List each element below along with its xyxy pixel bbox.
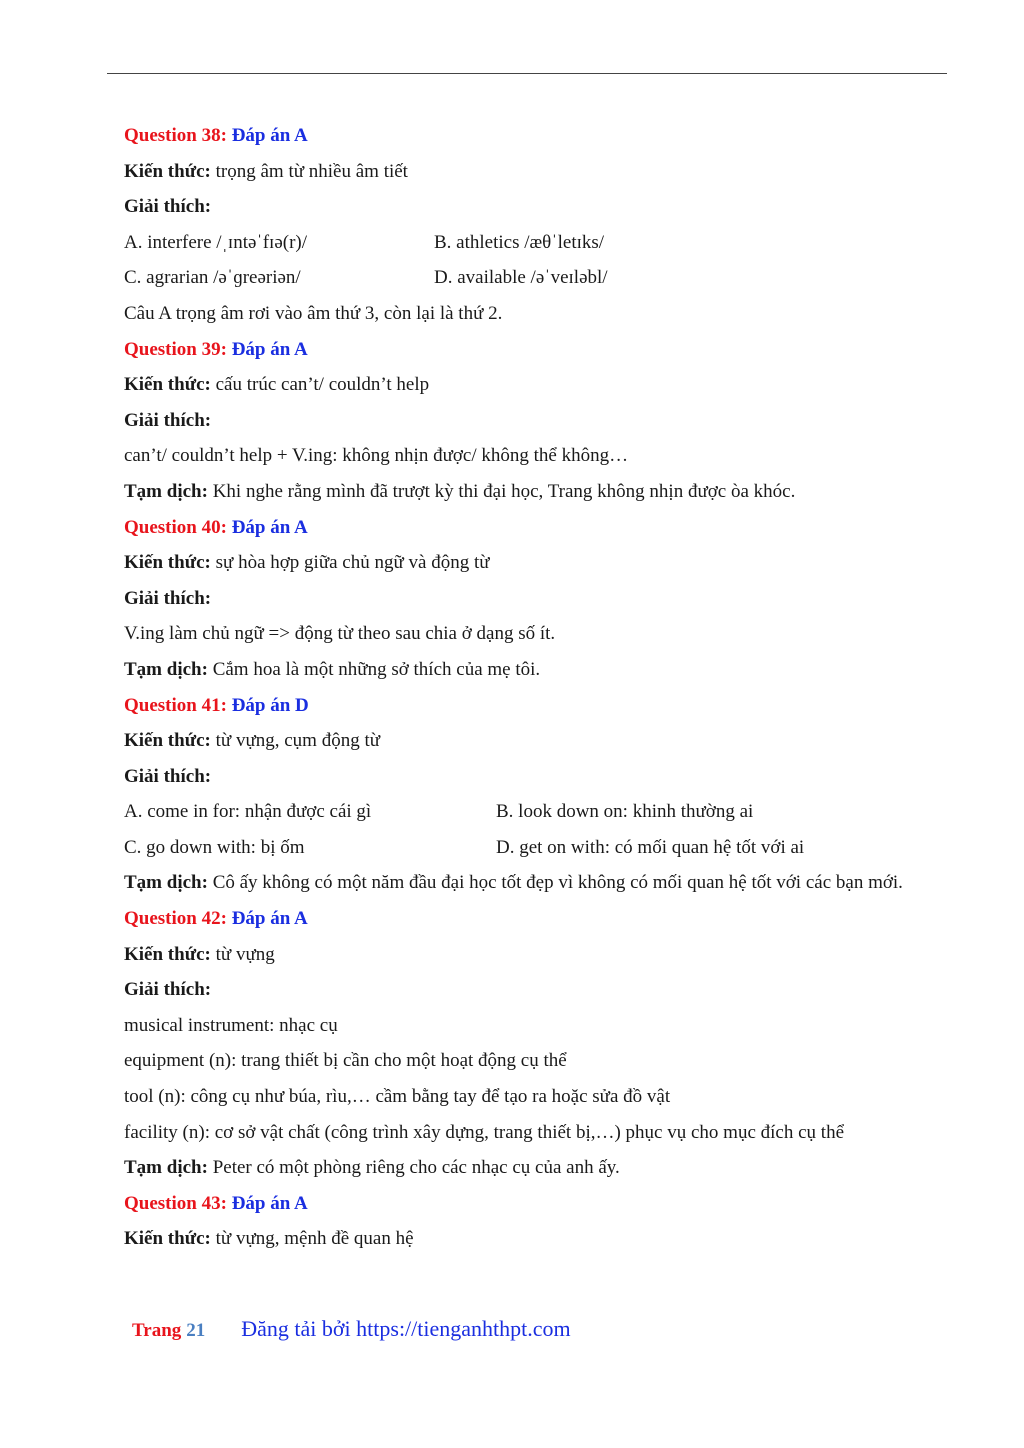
page-label: Trang (132, 1320, 182, 1341)
question-41-heading: Question 41: Đáp án D (124, 694, 309, 716)
question-41-options-row-2 (124, 830, 924, 866)
question-41-options-row-1 (124, 794, 924, 830)
question-42-explain-label: Giải thích: (124, 979, 212, 1001)
question-40-translation: Tạm dịch: Cắm hoa là một những sở thích của mẹ tôi. (124, 658, 541, 680)
question-41-explain-label: Giải thích: (124, 765, 212, 787)
question-39-knowledge: Kiến thức: cấu trúc can’t/ couldn’t help (124, 374, 430, 396)
question-41-knowledge: Kiến thức: từ vựng, cụm động từ (124, 730, 381, 752)
uploaded-by-link[interactable]: Đăng tải bởi https://tienganhthpt.com (241, 1316, 571, 1341)
question-38-options-row-2 (124, 260, 924, 296)
question-40-note: V.ing làm chủ ngữ => động từ theo sau chia ở dạng số ít. (124, 623, 556, 645)
question-40-heading: Question 40: Đáp án A (124, 516, 308, 538)
question-39-explain-label: Giải thích: (124, 409, 212, 431)
option-c: C. agrarian /əˈɡreəriən/ (124, 267, 301, 289)
question-42-note-2: equipment (n): trang thiết bị cần cho một hoạt động cụ thể (124, 1050, 567, 1072)
question-41-translation: Tạm dịch: Cô ấy không có một năm đầu đại học tốt đẹp vì không có mối quan hệ tốt với các bạn mới. (124, 872, 903, 894)
question-42-note-4: facility (n): cơ sở vật chất (công trình xây dựng, trang thiết bị,…) phục vụ cho mục đích cụ thể (124, 1121, 844, 1143)
question-42-heading: Question 42: Đáp án A (124, 908, 308, 930)
question-39-note: can’t/ couldn’t help + V.ing: không nhịn được/ không thể không… (124, 445, 629, 467)
question-42-note-1: musical instrument: nhạc cụ (124, 1014, 338, 1036)
page-footer (132, 1316, 571, 1346)
question-38-heading: Question 38: Đáp án A (124, 125, 308, 146)
question-42-translation: Tạm dịch: Peter có một phòng riêng cho các nhạc cụ của anh ấy. (124, 1157, 620, 1179)
question-42-knowledge: Kiến thức: từ vựng (124, 943, 275, 965)
question-43-knowledge: Kiến thức: từ vựng, mệnh đề quan hệ (124, 1228, 414, 1250)
question-38-note: Câu A trọng âm rơi vào âm thứ 3, còn lại là thứ 2. (124, 302, 503, 324)
question-39-translation: Tạm dịch: Khi nghe rằng mình đã trượt kỳ thi đại học, Trang không nhịn được òa khóc. (124, 480, 796, 502)
option-d: D. available /əˈveɪləbl/ (434, 267, 608, 289)
option-a: A. interfere /ˌɪntəˈfɪə(r)/ (124, 231, 308, 253)
question-38-explain-label: Giải thích: (124, 196, 212, 218)
option-d: D. get on with: có mối quan hệ tốt với ai (496, 836, 805, 858)
header-rule (107, 73, 947, 74)
question-38-knowledge: Kiến thức: trọng âm từ nhiều âm tiết (124, 160, 408, 182)
question-40-knowledge: Kiến thức: sự hòa hợp giữa chủ ngữ và động từ (124, 552, 490, 574)
question-43-heading: Question 43: Đáp án A (124, 1192, 308, 1214)
question-42-note-3: tool (n): công cụ như búa, rìu,… cầm bằng tay để tạo ra hoặc sửa đồ vật (124, 1086, 671, 1108)
option-c: C. go down with: bị ốm (124, 836, 305, 858)
question-38-options-row-1 (124, 225, 924, 261)
page-number: 21 (186, 1320, 206, 1341)
page-content (124, 118, 924, 1257)
question-39-heading: Question 39: Đáp án A (124, 338, 308, 360)
option-b: B. athletics /æθˈletɪks/ (434, 231, 605, 253)
option-b: B. look down on: khinh thường ai (496, 801, 754, 823)
question-40-explain-label: Giải thích: (124, 587, 212, 609)
option-a: A. come in for: nhận được cái gì (124, 801, 372, 823)
